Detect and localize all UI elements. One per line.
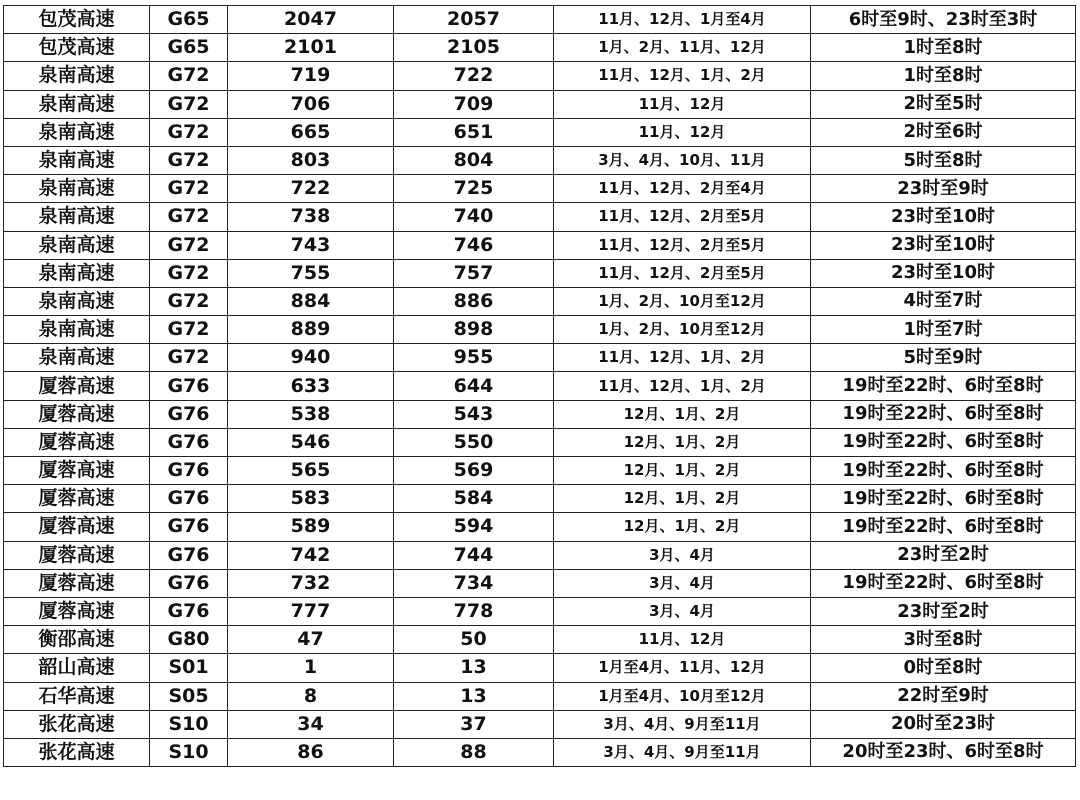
months-cell: 11月、12月 [554, 626, 811, 654]
hours-cell: 20时至23时、6时至8时 [811, 738, 1076, 766]
road-code-cell: G76 [150, 372, 228, 400]
table-row [4, 569, 1076, 597]
road-code-cell: G72 [150, 118, 228, 146]
end-stake-cell: 725 [394, 175, 554, 203]
table-row [4, 485, 1076, 513]
end-stake-cell: 746 [394, 231, 554, 259]
months-cell: 12月、1月、2月 [554, 428, 811, 456]
road-name-cell: 泉南高速 [4, 62, 150, 90]
end-stake-cell: 550 [394, 428, 554, 456]
hours-cell: 23时至10时 [811, 231, 1076, 259]
table-body [4, 6, 1076, 767]
end-stake-cell: 651 [394, 118, 554, 146]
start-stake-cell: 777 [228, 597, 394, 625]
start-stake-cell: 732 [228, 569, 394, 597]
road-name-cell: 厦蓉高速 [4, 400, 150, 428]
road-code-cell: G65 [150, 34, 228, 62]
hours-cell: 5时至8时 [811, 146, 1076, 174]
road-code-cell: G72 [150, 146, 228, 174]
table-row [4, 457, 1076, 485]
months-cell: 12月、1月、2月 [554, 400, 811, 428]
hours-cell: 1时至7时 [811, 316, 1076, 344]
months-cell: 12月、1月、2月 [554, 485, 811, 513]
table-row [4, 34, 1076, 62]
hours-cell: 0时至8时 [811, 654, 1076, 682]
start-stake-cell: 565 [228, 457, 394, 485]
start-stake-cell: 546 [228, 428, 394, 456]
end-stake-cell: 2057 [394, 6, 554, 34]
table-row [4, 231, 1076, 259]
hours-cell: 3时至8时 [811, 626, 1076, 654]
start-stake-cell: 589 [228, 513, 394, 541]
table-row [4, 654, 1076, 682]
end-stake-cell: 778 [394, 597, 554, 625]
road-name-cell: 泉南高速 [4, 231, 150, 259]
start-stake-cell: 803 [228, 146, 394, 174]
months-cell: 12月、1月、2月 [554, 457, 811, 485]
table-row [4, 118, 1076, 146]
table-row [4, 175, 1076, 203]
road-code-cell: S10 [150, 738, 228, 766]
road-code-cell: G72 [150, 259, 228, 287]
hours-cell: 4时至7时 [811, 287, 1076, 315]
road-code-cell: G76 [150, 400, 228, 428]
months-cell: 3月、4月 [554, 569, 811, 597]
months-cell: 11月、12月、2月至5月 [554, 231, 811, 259]
start-stake-cell: 755 [228, 259, 394, 287]
end-stake-cell: 644 [394, 372, 554, 400]
road-name-cell: 厦蓉高速 [4, 597, 150, 625]
months-cell: 11月、12月 [554, 118, 811, 146]
months-cell: 12月、1月、2月 [554, 513, 811, 541]
road-name-cell: 张花高速 [4, 710, 150, 738]
months-cell: 11月、12月、1月、2月 [554, 62, 811, 90]
road-name-cell: 厦蓉高速 [4, 372, 150, 400]
table-row [4, 344, 1076, 372]
table-row [4, 738, 1076, 766]
road-code-cell: G72 [150, 344, 228, 372]
table-row [4, 6, 1076, 34]
end-stake-cell: 88 [394, 738, 554, 766]
road-code-cell: G72 [150, 203, 228, 231]
road-name-cell: 泉南高速 [4, 203, 150, 231]
table-row [4, 259, 1076, 287]
end-stake-cell: 50 [394, 626, 554, 654]
road-name-cell: 包茂高速 [4, 6, 150, 34]
road-code-cell: G72 [150, 62, 228, 90]
road-fog-schedule-table [3, 5, 1076, 767]
road-name-cell: 石华高速 [4, 682, 150, 710]
hours-cell: 23时至2时 [811, 541, 1076, 569]
start-stake-cell: 86 [228, 738, 394, 766]
road-code-cell: G72 [150, 287, 228, 315]
hours-cell: 23时至2时 [811, 597, 1076, 625]
months-cell: 3月、4月、9月至11月 [554, 738, 811, 766]
start-stake-cell: 2047 [228, 6, 394, 34]
start-stake-cell: 1 [228, 654, 394, 682]
hours-cell: 19时至22时、6时至8时 [811, 428, 1076, 456]
hours-cell: 1时至8时 [811, 34, 1076, 62]
start-stake-cell: 47 [228, 626, 394, 654]
months-cell: 1月至4月、10月至12月 [554, 682, 811, 710]
hours-cell: 20时至23时 [811, 710, 1076, 738]
months-cell: 1月至4月、11月、12月 [554, 654, 811, 682]
table-row [4, 372, 1076, 400]
road-name-cell: 包茂高速 [4, 34, 150, 62]
table-row [4, 90, 1076, 118]
road-code-cell: G76 [150, 428, 228, 456]
end-stake-cell: 709 [394, 90, 554, 118]
road-name-cell: 厦蓉高速 [4, 428, 150, 456]
table-row [4, 400, 1076, 428]
road-code-cell: S01 [150, 654, 228, 682]
start-stake-cell: 722 [228, 175, 394, 203]
end-stake-cell: 757 [394, 259, 554, 287]
months-cell: 3月、4月、9月至11月 [554, 710, 811, 738]
hours-cell: 23时至10时 [811, 259, 1076, 287]
end-stake-cell: 804 [394, 146, 554, 174]
months-cell: 3月、4月 [554, 597, 811, 625]
road-name-cell: 厦蓉高速 [4, 541, 150, 569]
start-stake-cell: 706 [228, 90, 394, 118]
hours-cell: 19时至22时、6时至8时 [811, 457, 1076, 485]
road-code-cell: G76 [150, 541, 228, 569]
months-cell: 11月、12月、1月至4月 [554, 6, 811, 34]
start-stake-cell: 665 [228, 118, 394, 146]
months-cell: 11月、12月、2月至5月 [554, 203, 811, 231]
road-code-cell: S10 [150, 710, 228, 738]
end-stake-cell: 898 [394, 316, 554, 344]
hours-cell: 19时至22时、6时至8时 [811, 400, 1076, 428]
road-name-cell: 泉南高速 [4, 287, 150, 315]
road-name-cell: 泉南高速 [4, 344, 150, 372]
table-row [4, 710, 1076, 738]
road-name-cell: 厦蓉高速 [4, 485, 150, 513]
table-row [4, 597, 1076, 625]
end-stake-cell: 740 [394, 203, 554, 231]
hours-cell: 23时至9时 [811, 175, 1076, 203]
road-code-cell: G76 [150, 457, 228, 485]
end-stake-cell: 2105 [394, 34, 554, 62]
table-row [4, 541, 1076, 569]
months-cell: 11月、12月、1月、2月 [554, 344, 811, 372]
end-stake-cell: 569 [394, 457, 554, 485]
road-name-cell: 泉南高速 [4, 316, 150, 344]
start-stake-cell: 742 [228, 541, 394, 569]
table-row [4, 287, 1076, 315]
end-stake-cell: 543 [394, 400, 554, 428]
start-stake-cell: 743 [228, 231, 394, 259]
end-stake-cell: 722 [394, 62, 554, 90]
hours-cell: 19时至22时、6时至8时 [811, 485, 1076, 513]
hours-cell: 1时至8时 [811, 62, 1076, 90]
months-cell: 1月、2月、10月至12月 [554, 287, 811, 315]
road-name-cell: 厦蓉高速 [4, 569, 150, 597]
table-row [4, 316, 1076, 344]
end-stake-cell: 886 [394, 287, 554, 315]
start-stake-cell: 34 [228, 710, 394, 738]
start-stake-cell: 884 [228, 287, 394, 315]
hours-cell: 22时至9时 [811, 682, 1076, 710]
road-name-cell: 泉南高速 [4, 259, 150, 287]
road-name-cell: 泉南高速 [4, 175, 150, 203]
start-stake-cell: 538 [228, 400, 394, 428]
hours-cell: 5时至9时 [811, 344, 1076, 372]
months-cell: 11月、12月、1月、2月 [554, 372, 811, 400]
road-code-cell: G76 [150, 597, 228, 625]
road-code-cell: G76 [150, 513, 228, 541]
months-cell: 1月、2月、11月、12月 [554, 34, 811, 62]
road-code-cell: G72 [150, 90, 228, 118]
end-stake-cell: 37 [394, 710, 554, 738]
end-stake-cell: 13 [394, 654, 554, 682]
hours-cell: 19时至22时、6时至8时 [811, 372, 1076, 400]
road-code-cell: G80 [150, 626, 228, 654]
road-name-cell: 泉南高速 [4, 146, 150, 174]
table-row [4, 203, 1076, 231]
hours-cell: 6时至9时、23时至3时 [811, 6, 1076, 34]
start-stake-cell: 8 [228, 682, 394, 710]
end-stake-cell: 744 [394, 541, 554, 569]
start-stake-cell: 889 [228, 316, 394, 344]
road-code-cell: G72 [150, 231, 228, 259]
road-code-cell: G72 [150, 175, 228, 203]
months-cell: 11月、12月、2月至5月 [554, 259, 811, 287]
road-code-cell: G76 [150, 569, 228, 597]
months-cell: 3月、4月 [554, 541, 811, 569]
road-name-cell: 衡邵高速 [4, 626, 150, 654]
start-stake-cell: 719 [228, 62, 394, 90]
start-stake-cell: 940 [228, 344, 394, 372]
start-stake-cell: 2101 [228, 34, 394, 62]
table-row [4, 626, 1076, 654]
road-code-cell: G76 [150, 485, 228, 513]
table-row [4, 682, 1076, 710]
end-stake-cell: 584 [394, 485, 554, 513]
hours-cell: 19时至22时、6时至8时 [811, 569, 1076, 597]
table-row [4, 146, 1076, 174]
table-row [4, 62, 1076, 90]
end-stake-cell: 955 [394, 344, 554, 372]
hours-cell: 2时至6时 [811, 118, 1076, 146]
start-stake-cell: 633 [228, 372, 394, 400]
end-stake-cell: 734 [394, 569, 554, 597]
road-code-cell: S05 [150, 682, 228, 710]
road-name-cell: 韶山高速 [4, 654, 150, 682]
table-row [4, 513, 1076, 541]
hours-cell: 23时至10时 [811, 203, 1076, 231]
table-row [4, 428, 1076, 456]
road-code-cell: G72 [150, 316, 228, 344]
months-cell: 11月、12月、2月至4月 [554, 175, 811, 203]
hours-cell: 19时至22时、6时至8时 [811, 513, 1076, 541]
road-name-cell: 厦蓉高速 [4, 457, 150, 485]
road-code-cell: G65 [150, 6, 228, 34]
road-name-cell: 厦蓉高速 [4, 513, 150, 541]
hours-cell: 2时至5时 [811, 90, 1076, 118]
end-stake-cell: 594 [394, 513, 554, 541]
months-cell: 3月、4月、10月、11月 [554, 146, 811, 174]
road-name-cell: 张花高速 [4, 738, 150, 766]
road-name-cell: 泉南高速 [4, 90, 150, 118]
start-stake-cell: 738 [228, 203, 394, 231]
months-cell: 11月、12月 [554, 90, 811, 118]
road-name-cell: 泉南高速 [4, 118, 150, 146]
start-stake-cell: 583 [228, 485, 394, 513]
months-cell: 1月、2月、10月至12月 [554, 316, 811, 344]
end-stake-cell: 13 [394, 682, 554, 710]
